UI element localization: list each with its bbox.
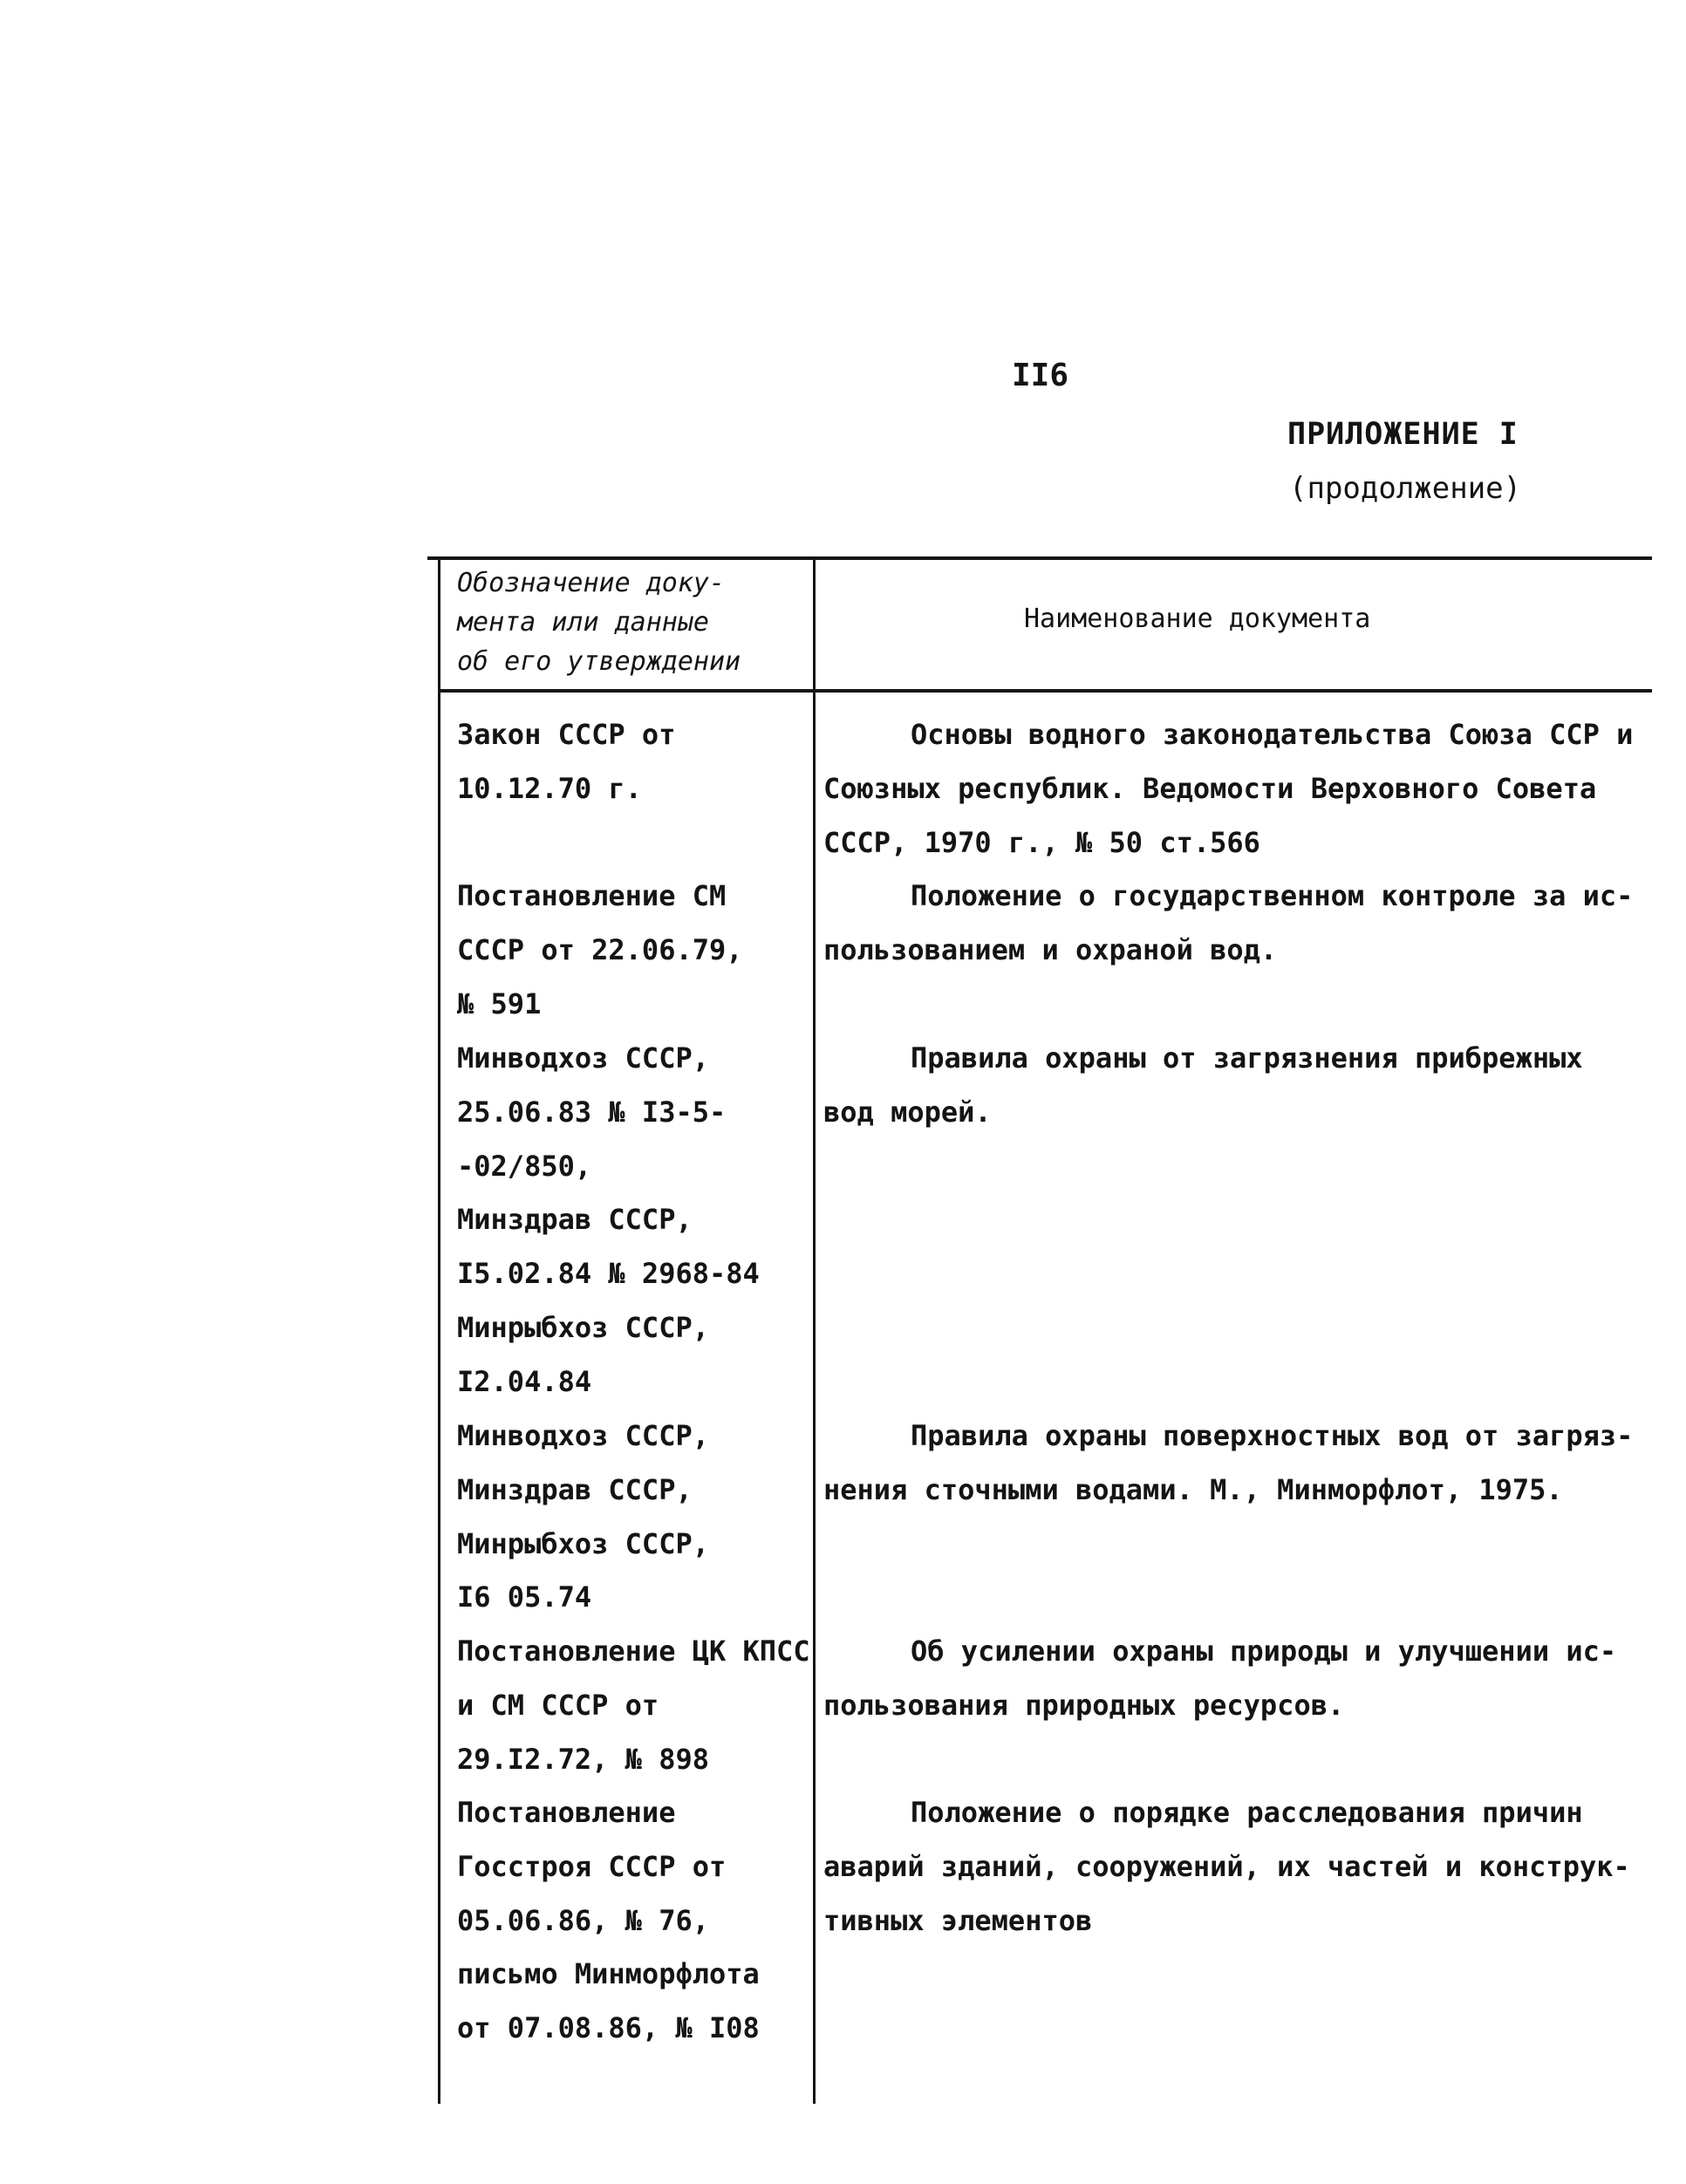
designation-line: письмо Минморфлота [457, 1957, 760, 1991]
document-name-cell [823, 1625, 1643, 1733]
page-number: II6 [1012, 358, 1069, 393]
document-name-line: СССР, 1970 г., № 50 ст.566 [823, 825, 1260, 859]
document-name-line: Союзных республик. Ведомости Верховного Совета [823, 771, 1597, 805]
designation-line: Минводхоз СССР, [457, 1041, 709, 1075]
designation-line: I2.04.84 [457, 1364, 592, 1398]
document-name-line: Об усилении охраны природы и улучшении ис- [911, 1635, 1617, 1668]
document-name-line: нения сточными водами. М., Минморфлот, 1975. [823, 1472, 1563, 1506]
header-designation-line: об его утверждении [457, 646, 741, 677]
document-name-line: тивных элементов [823, 1903, 1093, 1937]
document-name-line: пользованием и охраной вод. [823, 932, 1278, 966]
document-name-cell [823, 1032, 1643, 1140]
header-designation [457, 563, 806, 681]
designation-line: 05.06.86, № 76, [457, 1903, 709, 1937]
designation-line: 10.12.70 г. [457, 771, 642, 805]
designation-cell [457, 1409, 815, 1625]
document-name-cell [823, 1409, 1643, 1518]
document-name-line: Основы водного законодательства Союза ССР и [911, 718, 1634, 751]
designation-line: Минрыбхоз СССР, [457, 1526, 709, 1560]
designation-line: Госстроя СССР от [457, 1849, 727, 1883]
document-name-line: вод морей. [823, 1095, 992, 1129]
designation-line: Минздрав СССР, [457, 1472, 693, 1506]
designation-cell [457, 708, 815, 816]
designation-line: Постановление ЦК КПСС [457, 1635, 810, 1668]
designation-line: Минздрав СССР, [457, 1203, 693, 1237]
header-bottom-rule [438, 689, 1652, 693]
document-name-cell [823, 870, 1643, 978]
designation-cell [457, 1032, 815, 1409]
document-name-cell [823, 708, 1643, 870]
designation-line: 29.I2.72, № 898 [457, 1742, 709, 1776]
document-name-cell [823, 1786, 1643, 1948]
designation-line: № 591 [457, 986, 542, 1020]
header-designation-line: Обозначение доку- [457, 568, 726, 598]
designation-line: -02/850, [457, 1149, 592, 1183]
document-name-line: Положение о государственном контроле за ис- [911, 879, 1634, 912]
designation-line: от 07.08.86, № I08 [457, 2011, 760, 2045]
designation-line: СССР от 22.06.79, [457, 932, 743, 966]
designation-line: Постановление [457, 1796, 676, 1829]
designation-line: Минрыбхоз СССР, [457, 1310, 709, 1344]
table-top-rule [427, 556, 1652, 560]
designation-line: 25.06.83 № I3-5- [457, 1095, 727, 1129]
designation-cell [457, 870, 815, 1031]
document-name-line: пользования природных ресурсов. [823, 1688, 1345, 1722]
document-name-line: Правила охраны от загрязнения прибрежных [911, 1041, 1583, 1075]
appendix-continued: (продолжение) [1289, 471, 1522, 506]
table-left-border [438, 560, 440, 2104]
header-document-name: Наименование документа [1024, 604, 1371, 634]
designation-cell [457, 1786, 815, 2056]
designation-line: Закон СССР от [457, 718, 676, 751]
designation-line: I6 05.74 [457, 1580, 592, 1614]
header-designation-line: мента или данные [457, 607, 709, 638]
designation-line: и СМ СССР от [457, 1688, 659, 1722]
appendix-title: ПРИЛОЖЕНИЕ I [1287, 417, 1519, 452]
document-name-line: Правила охраны поверхностных вод от загряз- [911, 1419, 1634, 1452]
designation-line: Постановление СМ [457, 879, 727, 912]
designation-cell [457, 1625, 815, 1786]
document-name-line: аварий зданий, сооружений, их частей и конструк- [823, 1849, 1630, 1883]
designation-line: Минводхоз СССР, [457, 1419, 709, 1452]
document-name-line: Положение о порядке расследования причин [911, 1796, 1583, 1829]
designation-line: I5.02.84 № 2968-84 [457, 1257, 760, 1291]
